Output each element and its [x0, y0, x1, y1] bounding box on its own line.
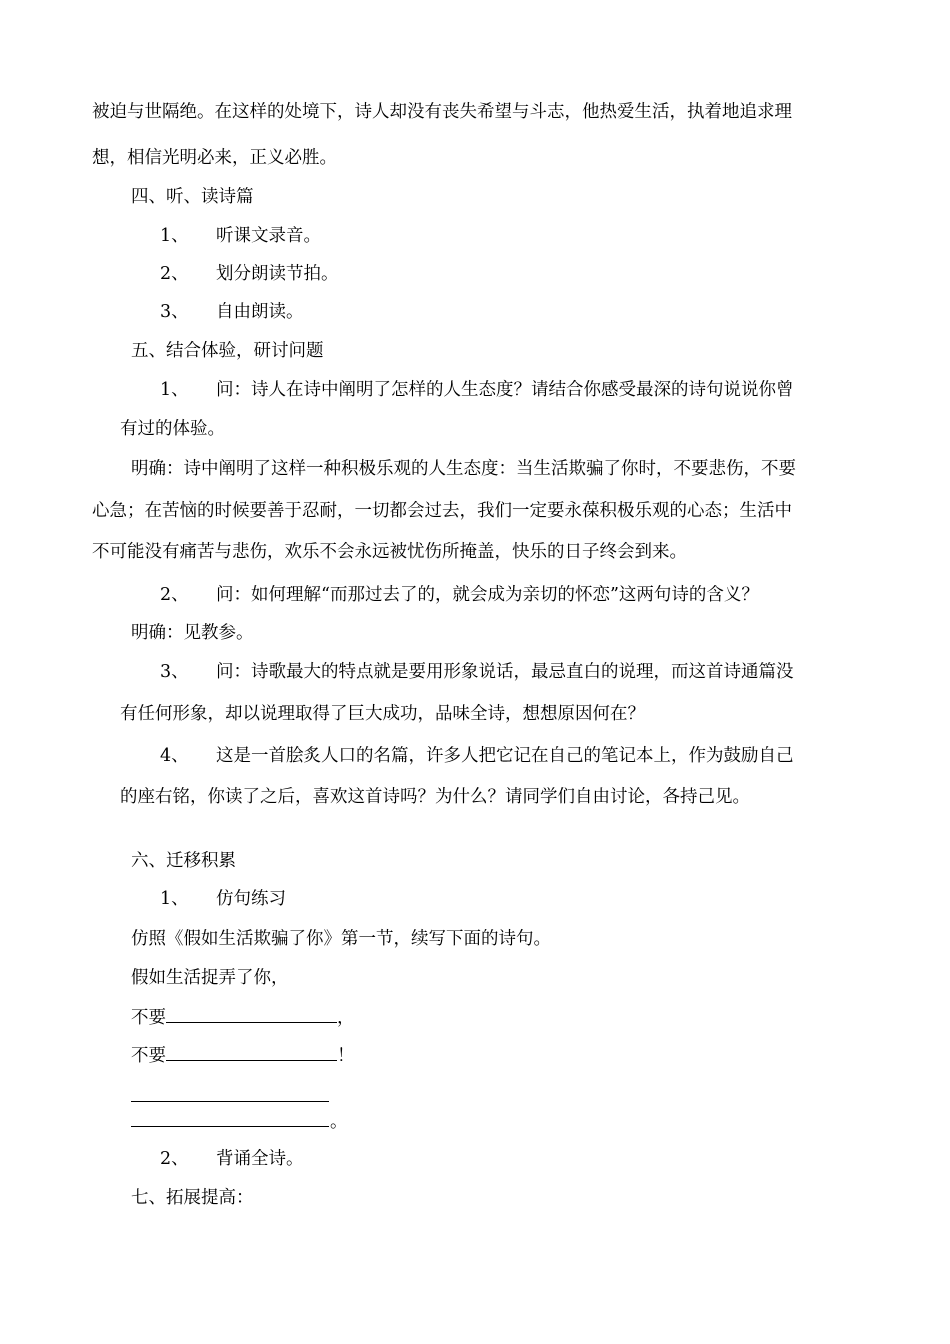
section-4-item-1: 1、 听课文录音。 [160, 226, 321, 246]
question-3-line-1: 3、 问：诗歌最大的特点就是要用形象说话，最忌直白的说理，而这首诗通篇没 [160, 662, 794, 682]
section-4-item-2: 2、 划分朗读节拍。 [160, 264, 339, 284]
section-6-heading: 六、迁移积累 [131, 851, 236, 871]
answer-1-line-3: 不可能没有痛苦与悲伤，欢乐不会永远被忧伤所掩盖，快乐的日子终会到来。 [92, 542, 687, 562]
question-4-line-1: 4、 这是一首脍炙人口的名篇，许多人把它记在自己的笔记本上，作为鼓励自己 [160, 746, 794, 766]
poem-line-1: 假如生活捉弄了你， [131, 968, 289, 988]
section-4-heading: 四、听、读诗篇 [131, 187, 254, 207]
fill-line-1: 不要 ， [131, 1008, 355, 1028]
section-4-item-3: 3、 自由朗读。 [160, 302, 304, 322]
fill-line-4-period: 。 [330, 1112, 348, 1132]
answer-1-line-1: 明确：诗中阐明了这样一种积极乐观的人生态度：当生活欺骗了你时，不要悲伤，不要 [131, 459, 796, 479]
answer-blank-2[interactable] [166, 1044, 337, 1061]
question-1-line-2: 有过的体验。 [120, 419, 225, 439]
section-6-item-1: 1、 仿句练习 [160, 889, 286, 909]
exercise-instruction: 仿照《假如生活欺骗了你》第一节，续写下面的诗句。 [131, 929, 551, 949]
answer-1-line-2: 心急；在苦恼的时候要善于忍耐，一切都会过去，我们一定要永葆积极乐观的心态；生活中 [92, 501, 792, 521]
intro-line-1: 被迫与世隔绝。在这样的处境下，诗人却没有丧失希望与斗志，他热爱生活，执着地追求理 [92, 102, 792, 122]
question-1-line-1: 1、 问：诗人在诗中阐明了怎样的人生态度？请结合你感受最深的诗句说说你曾 [160, 380, 794, 400]
fill-line-2: 不要 ！ [131, 1046, 355, 1066]
answer-blank-4[interactable] [131, 1126, 329, 1127]
intro-line-2: 想，相信光明必来，正义必胜。 [92, 148, 337, 168]
answer-blank-1[interactable] [166, 1006, 337, 1023]
section-6-item-2: 2、 背诵全诗。 [160, 1149, 304, 1169]
section-5-heading: 五、结合体验，研讨问题 [131, 341, 324, 361]
question-3-line-2: 有任何形象，却以说理取得了巨大成功，品味全诗，想想原因何在？ [120, 704, 645, 724]
answer-2: 明确：见教参。 [131, 623, 254, 643]
question-4-line-2: 的座右铭，你读了之后，喜欢这首诗吗？为什么？请同学们自由讨论，各持己见。 [120, 787, 750, 807]
question-2: 2、 问：如何理解“而那过去了的，就会成为亲切的怀恋”这两句诗的含义？ [160, 585, 759, 605]
section-7-heading: 七、拓展提高： [131, 1188, 254, 1208]
answer-blank-3[interactable] [131, 1101, 329, 1102]
